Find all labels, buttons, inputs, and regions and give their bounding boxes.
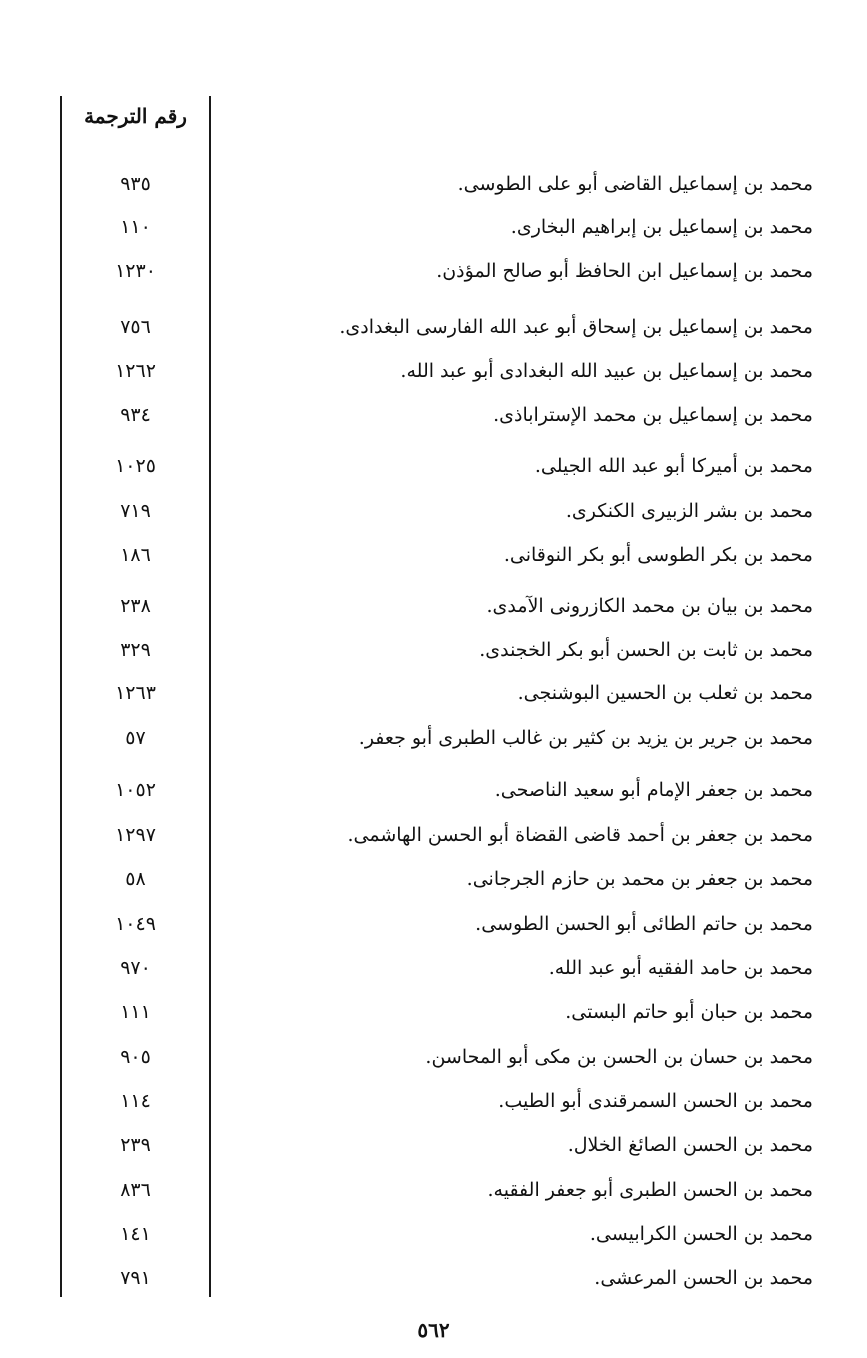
entry-number: ٧١٩ <box>120 500 151 522</box>
entry-name: محمد بن بكر الطوسى أبو بكر النوقانى. <box>503 544 813 566</box>
entry-name: محمد بن ثعلب بن الحسين البوشنجى. <box>517 682 813 704</box>
entry-name: محمد بن الحسن الصائغ الخلال. <box>567 1134 813 1156</box>
entry-name: محمد بن الحسن الكرابيسى. <box>589 1223 813 1245</box>
entry-number: ٥٨ <box>125 868 146 890</box>
list-item <box>0 1082 867 1122</box>
entry-name: محمد بن جعفر الإمام أبو سعيد الناصحى. <box>494 779 813 801</box>
page-number: ٥٦٢ <box>417 1318 450 1342</box>
entry-name: محمد بن جعفر بن محمد بن حازم الجرجانى. <box>466 868 813 890</box>
list-item <box>0 949 867 989</box>
list-item <box>0 860 867 900</box>
entry-name: محمد بن إسماعيل بن إسحاق أبو عبد الله الفارسى البغدادى. <box>339 316 813 338</box>
entry-name: محمد بن بيان بن محمد الكازرونى الآمدى. <box>486 595 813 617</box>
entry-number: ١٠٢٥ <box>115 455 156 477</box>
entry-number: ٥٧ <box>125 727 146 749</box>
list-item <box>0 1259 867 1299</box>
entry-name: محمد بن حاتم الطائى أبو الحسن الطوسى. <box>475 913 813 935</box>
list-item <box>0 631 867 671</box>
entry-name: محمد بن حسان بن الحسن بن مكى أبو المحاسن. <box>425 1046 813 1068</box>
list-item <box>0 1126 867 1166</box>
entry-number: ١٠٤٩ <box>115 913 156 935</box>
entry-name: محمد بن الحسن الطبرى أبو جعفر الفقيه. <box>487 1179 813 1201</box>
entry-number: ١٤١ <box>120 1223 151 1245</box>
entry-name: محمد بن بشر الزبيرى الكنكرى. <box>565 500 813 522</box>
entry-name: محمد بن حبان أبو حاتم البستى. <box>565 1001 813 1023</box>
entry-name: محمد بن جعفر بن أحمد قاضى القضاة أبو الحسن الهاشمى. <box>347 824 813 846</box>
entry-name: محمد بن إسماعيل بن محمد الإستراباذى. <box>493 404 813 426</box>
list-item <box>0 905 867 945</box>
list-item <box>0 447 867 487</box>
list-item <box>0 352 867 392</box>
entry-name: محمد بن الحسن المرعشى. <box>594 1267 813 1289</box>
entry-number: ٩٠٥ <box>120 1046 151 1068</box>
entry-name: محمد بن الحسن السمرقندى أبو الطيب. <box>498 1090 813 1112</box>
entry-name: محمد بن إسماعيل القاضى أبو على الطوسى. <box>457 173 813 195</box>
entry-number: ٣٢٩ <box>120 639 151 661</box>
entry-number: ٢٣٩ <box>120 1134 151 1156</box>
entry-number: ١٢٣٠ <box>115 260 156 282</box>
entry-number: ١٠٥٢ <box>115 779 156 801</box>
entry-number: ٩٧٠ <box>120 957 151 979</box>
list-item <box>0 816 867 856</box>
entry-number: ٧٥٦ <box>120 316 151 338</box>
list-item <box>0 308 867 348</box>
entry-name: محمد بن ثابت بن الحسن أبو بكر الخجندى. <box>479 639 813 661</box>
column-header-translation-number: رقم الترجمة <box>84 104 187 128</box>
entry-name: محمد بن أميركا أبو عبد الله الجيلى. <box>534 455 813 477</box>
list-item <box>0 1038 867 1078</box>
entry-number: ٢٣٨ <box>120 595 151 617</box>
entry-number: ٩٣٤ <box>120 404 151 426</box>
entry-number: ٨٣٦ <box>120 1179 151 1201</box>
entry-number: ١١٠ <box>120 216 151 238</box>
list-item <box>0 771 867 811</box>
list-item <box>0 1215 867 1255</box>
list-item <box>0 252 867 292</box>
list-item <box>0 208 867 248</box>
entry-name: محمد بن حامد الفقيه أبو عبد الله. <box>548 957 813 979</box>
list-item <box>0 536 867 576</box>
entry-name: محمد بن إسماعيل بن إبراهيم البخارى. <box>510 216 813 238</box>
entry-number: ٧٩١ <box>120 1267 151 1289</box>
entry-name: محمد بن إسماعيل بن عبيد الله البغدادى أبو عبد الله. <box>400 360 813 382</box>
list-item <box>0 396 867 436</box>
list-item <box>0 719 867 759</box>
list-item <box>0 492 867 532</box>
entry-name: محمد بن إسماعيل ابن الحافظ أبو صالح المؤذن. <box>436 260 813 282</box>
entry-number: ٩٣٥ <box>120 173 151 195</box>
list-item <box>0 1171 867 1211</box>
list-item <box>0 674 867 714</box>
entry-number: ١٢٦٢ <box>115 360 156 382</box>
entry-number: ١١٤ <box>120 1090 151 1112</box>
list-item <box>0 587 867 627</box>
list-item <box>0 993 867 1033</box>
entry-number: ١٢٦٣ <box>115 682 156 704</box>
entry-name: محمد بن جرير بن يزيد بن كثير بن غالب الطبرى أبو جعفر. <box>358 727 813 749</box>
entry-number: ١٨٦ <box>120 544 151 566</box>
entry-number: ١١١ <box>120 1001 151 1023</box>
list-item <box>0 165 867 205</box>
entry-number: ١٢٩٧ <box>115 824 156 846</box>
